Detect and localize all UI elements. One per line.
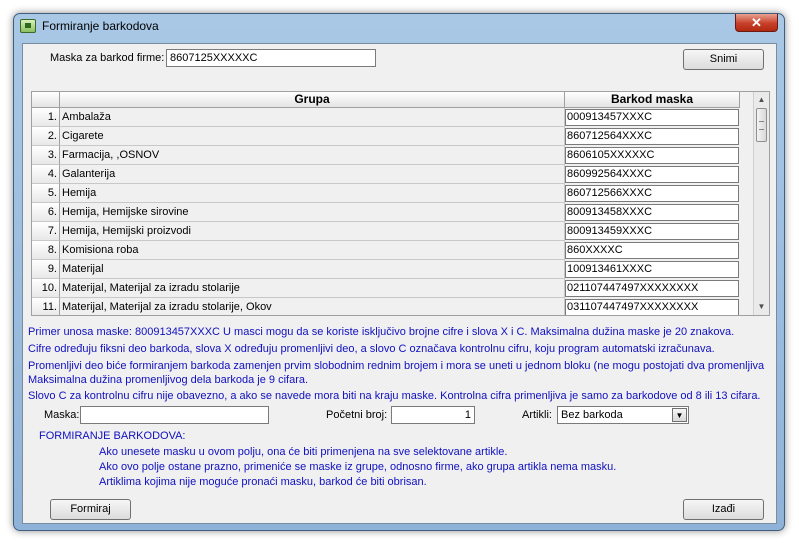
chevron-down-icon[interactable]: ▼ xyxy=(672,408,687,422)
info-line: Promenljivi deo biće formiranjem barkoda zamenjen prvim slobodnim rednim brojem i mora se uneti u jednom bloku (ne mogu postojati dva promenljiva xyxy=(28,360,765,372)
scroll-up-arrow-icon[interactable]: ▲ xyxy=(757,95,766,104)
articles-select-value: Bez barkoda xyxy=(561,409,623,421)
group-cell[interactable]: Materijal, Materijal za izradu stolarije xyxy=(60,279,565,298)
group-cell[interactable]: Hemija xyxy=(60,184,565,203)
table-row[interactable] xyxy=(32,165,755,184)
articles-label: Artikli: xyxy=(522,409,552,421)
row-number: 4. xyxy=(32,165,60,184)
info-line: Maksimalna dužina promenljivog dela barkoda je 9 cifara. xyxy=(28,374,309,386)
generate-button[interactable]: Formiraj xyxy=(50,499,131,520)
barcode-window xyxy=(13,13,785,531)
scroll-thumb[interactable] xyxy=(756,108,767,142)
row-number: 8. xyxy=(32,241,60,260)
firm-mask-input[interactable]: 8607125XXXXXC xyxy=(166,49,376,67)
start-number-input[interactable]: 1 xyxy=(391,406,475,424)
notes-heading: FORMIRANJE BARKODOVA: xyxy=(39,430,186,442)
header-group[interactable]: Grupa xyxy=(60,92,565,108)
group-cell[interactable]: Farmacija, ,OSNOV xyxy=(60,146,565,165)
row-number: 5. xyxy=(32,184,60,203)
group-cell[interactable]: Galanterija xyxy=(60,165,565,184)
start-number-label: Početni broj: xyxy=(326,409,388,421)
title-bar[interactable] xyxy=(14,14,784,38)
header-row-number xyxy=(32,92,60,108)
group-cell[interactable]: Materijal xyxy=(60,260,565,279)
row-number: 2. xyxy=(32,127,60,146)
mask-cell-input[interactable]: 860XXXXC xyxy=(565,242,739,259)
group-cell[interactable]: Cigarete xyxy=(60,127,565,146)
mask-input[interactable] xyxy=(80,406,269,424)
info-line: Slovo C za kontrolnu cifru nije obavezno, a ako se navede mora biti na kraju maske. Kontrolna cifra primenljiva je samo za barkodove od 8 ili 13 cifara. xyxy=(28,390,761,402)
mask-cell-input[interactable]: 860992564XXXC xyxy=(565,166,739,183)
app-icon xyxy=(20,19,36,33)
grid-vertical-scrollbar[interactable] xyxy=(753,92,769,315)
scroll-down-arrow-icon[interactable]: ▼ xyxy=(757,302,766,311)
info-line: Primer unosa maske: 800913457XXXC U masci mogu da se koriste isključivo brojne cifre i slova X i C. Maksimalna dužina maske je 20 znakova. xyxy=(28,326,735,338)
save-button[interactable]: Snimi xyxy=(683,49,764,70)
mask-cell-input[interactable]: 8606105XXXXXC xyxy=(565,147,739,164)
row-number: 1. xyxy=(32,108,60,127)
group-cell[interactable]: Komisiona roba xyxy=(60,241,565,260)
row-number: 10. xyxy=(32,279,60,298)
mask-cell-input[interactable]: 021107447497XXXXXXXX xyxy=(565,280,739,297)
info-line: Cifre određuju fiksni deo barkoda, slova X određuju promenljivi deo, a slovo C označava kontrolnu cifru, koju program automatski izračunava. xyxy=(28,343,715,355)
table-row[interactable] xyxy=(32,241,755,260)
mask-cell-input[interactable]: 000913457XXXC xyxy=(565,109,739,126)
note-line: Ako ovo polje ostane prazno, primeniće se maske iz grupe, odnosno firme, ako grupa artikla nema masku. xyxy=(99,461,617,473)
mask-cell-input[interactable]: 860712564XXXC xyxy=(565,128,739,145)
mask-cell-input[interactable]: 031107447497XXXXXXXX xyxy=(565,299,739,316)
table-row[interactable] xyxy=(32,298,755,316)
row-number: 9. xyxy=(32,260,60,279)
group-cell[interactable]: Ambalaža xyxy=(60,108,565,127)
mask-cell-input[interactable]: 800913459XXXC xyxy=(565,223,739,240)
table-row[interactable] xyxy=(32,108,755,127)
table-row[interactable] xyxy=(32,127,755,146)
row-number: 7. xyxy=(32,222,60,241)
grid-header xyxy=(32,92,755,108)
note-line: Ako unesete masku u ovom polju, ona će biti primenjena na sve selektovane artikle. xyxy=(99,446,508,458)
group-mask-grid xyxy=(31,91,770,316)
window-title: Formiranje barkodova xyxy=(42,19,159,33)
table-row[interactable] xyxy=(32,260,755,279)
row-number: 11. xyxy=(32,298,60,316)
firm-mask-label: Maska za barkod firme: xyxy=(50,52,165,64)
exit-button[interactable]: Izađi xyxy=(683,499,764,520)
group-cell[interactable]: Hemija, Hemijski proizvodi xyxy=(60,222,565,241)
table-row[interactable] xyxy=(32,203,755,222)
mask-label: Maska: xyxy=(44,409,80,421)
articles-select[interactable] xyxy=(557,406,689,424)
row-number: 3. xyxy=(32,146,60,165)
row-number: 6. xyxy=(32,203,60,222)
table-row[interactable] xyxy=(32,222,755,241)
table-row[interactable] xyxy=(32,146,755,165)
mask-cell-input[interactable]: 100913461XXXC xyxy=(565,261,739,278)
group-cell[interactable]: Materijal, Materijal za izradu stolarije, Okov xyxy=(60,298,565,316)
table-row[interactable] xyxy=(32,184,755,203)
mask-cell-input[interactable]: 860712566XXXC xyxy=(565,185,739,202)
mask-cell-input[interactable]: 800913458XXXC xyxy=(565,204,739,221)
client-area xyxy=(22,43,777,524)
table-row[interactable] xyxy=(32,279,755,298)
note-line: Artiklima kojima nije moguće pronaći masku, barkod će biti obrisan. xyxy=(99,476,427,488)
header-barcode-mask[interactable]: Barkod maska xyxy=(565,92,740,108)
close-button[interactable]: ✕ xyxy=(735,14,778,32)
group-cell[interactable]: Hemija, Hemijske sirovine xyxy=(60,203,565,222)
